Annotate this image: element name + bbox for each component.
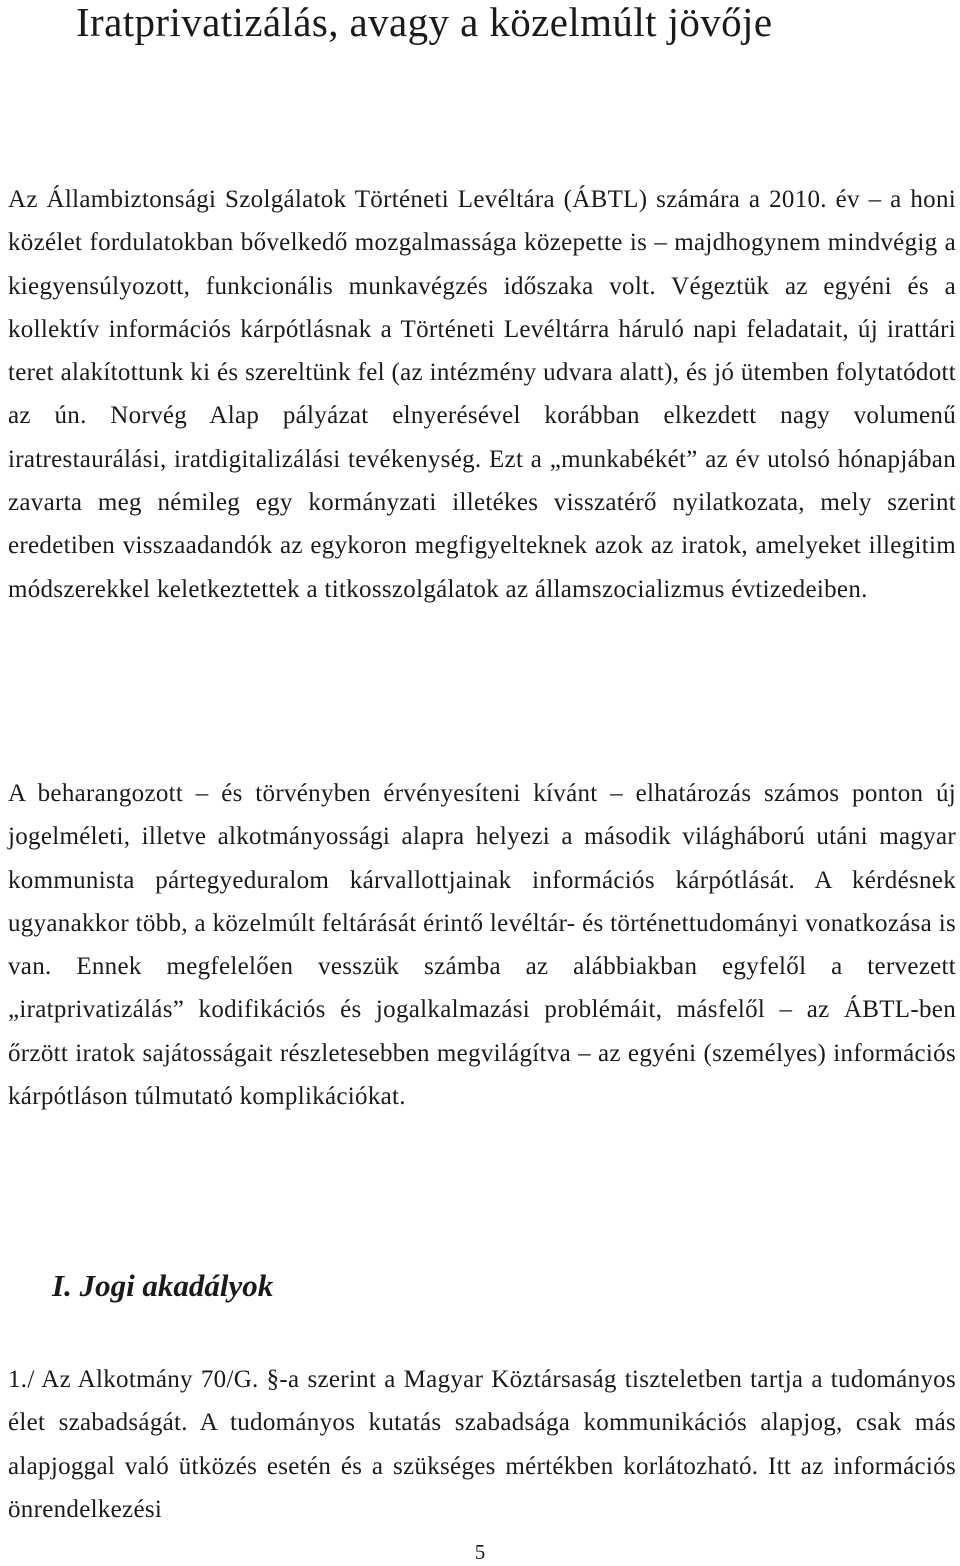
section-heading: I. Jogi akadályok (52, 1268, 274, 1303)
intro-paragraph: Az Állambiztonsági Szolgálatok Történeti Levéltára (ÁBTL) számára a 2010. év – a honi közélet fordulatokban bővelkedő mozgalmassága közepette is – majdhogynem mindvégig a kiegyensúlyozott, funkcionális munkavégzés időszaka volt. Végeztük az egyéni és a kollektív információs kárpótlásnak a Történeti Levéltárra háruló napi feladatait, új irattári teret alakítottunk ki és szereltünk fel (az intézmény udvara alatt), és jó ütemben folytatódott az ún. Norvég Alap pályázat elnyerésével korábban elkezdett nagy volumenű iratrestaurálási, iratdigitalizálási tevékenység. Ezt a „munkabékét” az év utolsó hónapjában zavarta meg némileg egy kormányzati illetékes visszatérő nyilatkozata, mely szerint eredetiben visszaadandók az egykoron megfigyelteknek azok az iratok, amelyeket illegitim módszerekkel keletkeztettek a titkosszolgálatok az államszocializmus évtizedeiben. (8, 186, 956, 603)
page-title: Iratprivatizálás, avagy a közelmúlt jövője (76, 0, 773, 45)
page-number: 5 (474, 1540, 486, 1564)
section-paragraph: 1./ Az Alkotmány 70/G. §-a szerint a Magyar Köztársaság tiszteletben tartja a tudományos élet szabadságát. A tudományos kutatás szabadsága kommunikációs alapjog, csak más alapjoggal való ütközés esetén és a szükséges mértékben korlátozható. Itt az információs önrendelkezési (8, 1366, 956, 1523)
body-paragraph: A beharangozott – és törvényben érvényesíteni kívánt – elhatározás számos ponton új jogelméleti, illetve alkotmányossági alapra helyezi a második világháború utáni magyar kommunista pártegyeduralom kárvallottjainak információs kárpótlását. A kérdésnek ugyanakkor több, a közelmúlt feltárását érintő levéltár- és történettudományi vonatkozása is van. Ennek megfelelően vesszük számba az alábbiakban egyfelől a tervezett „iratprivatizálás” kodifikációs és jogalkalmazási problémáit, másfelől – az ÁBTL-ben őrzött iratok sajátosságait részletesebben megvilágítva – az egyéni (személyes) információs kárpótláson túlmutató komplikációkat. (8, 780, 956, 1111)
